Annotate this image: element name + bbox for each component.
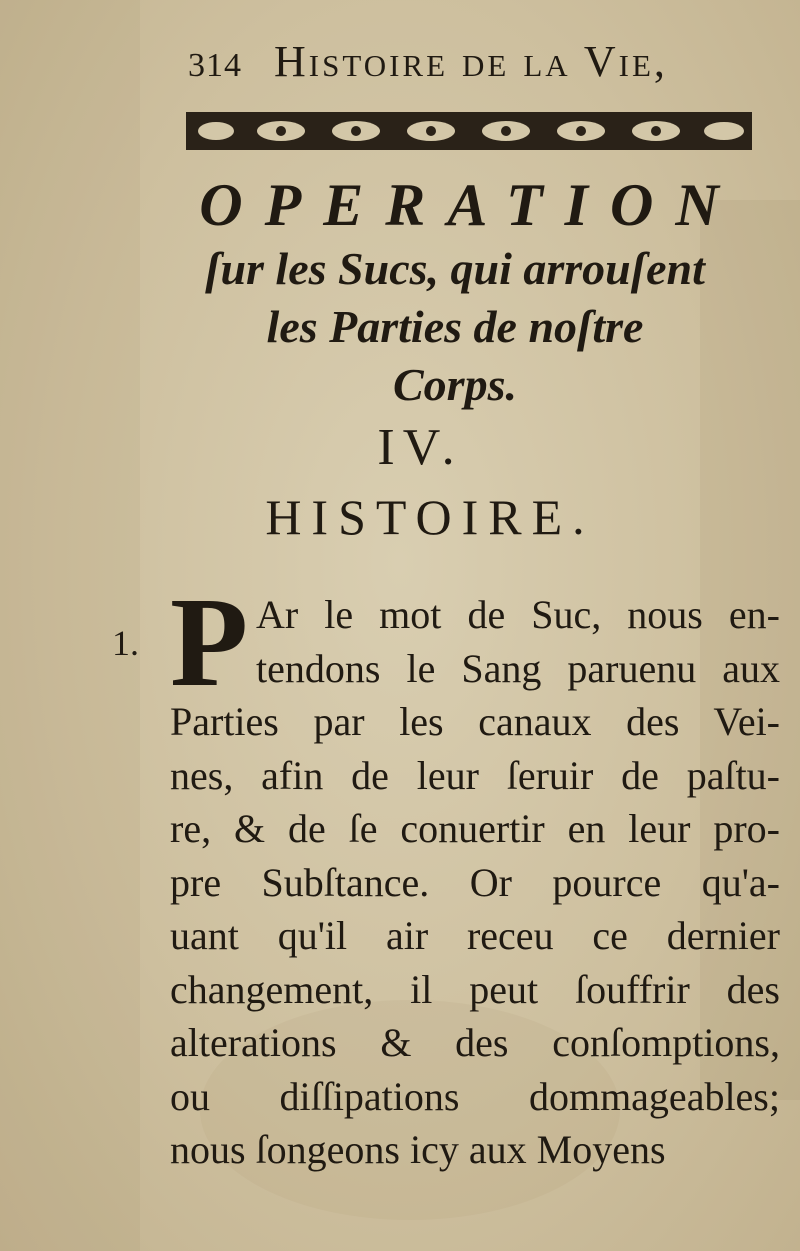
text-line: changement, il peut ſouffrir des bbox=[170, 966, 780, 1012]
paragraph-text bbox=[170, 588, 780, 1177]
text-line: nes, afin de leur ſeruir de paſtu- bbox=[170, 752, 780, 798]
page-number: 314 bbox=[188, 47, 242, 84]
text-line: pre Subſtance. Or pource qu'a- bbox=[170, 859, 780, 905]
text-line: ou diſſipations dommageables; bbox=[170, 1073, 780, 1119]
title-line: les Parties de noſtre bbox=[266, 301, 644, 352]
running-title: Histoire de la Vie, bbox=[274, 37, 668, 86]
title-line: Corps. bbox=[393, 359, 517, 410]
drop-cap: P bbox=[170, 571, 249, 713]
text-line: Parties par les canaux des Vei- bbox=[170, 699, 780, 744]
text-line: uant qu'il air receu ce dernier bbox=[170, 913, 780, 958]
text-line: re, & de ſe conuertir en leur pro- bbox=[170, 806, 780, 851]
text-line: Ar le mot de Suc, nous en- bbox=[256, 592, 780, 637]
decorative-border-ornament bbox=[186, 108, 752, 154]
chapter-number: IV. bbox=[377, 419, 463, 476]
text-line: tendons le Sang paruenu aux bbox=[256, 645, 780, 691]
text-line: alterations & des conſomptions, bbox=[170, 1020, 780, 1065]
section-heading: HISTOIRE. bbox=[265, 489, 595, 545]
title-line: OPERATION bbox=[199, 172, 741, 238]
chapter-title bbox=[150, 170, 760, 414]
margin-paragraph-number: 1. bbox=[112, 623, 139, 663]
text-line: nous ſongeons icy aux Moyens bbox=[170, 1127, 666, 1172]
page-header bbox=[188, 36, 748, 87]
title-line: ſur les Sucs, qui arrouſent bbox=[205, 243, 705, 294]
